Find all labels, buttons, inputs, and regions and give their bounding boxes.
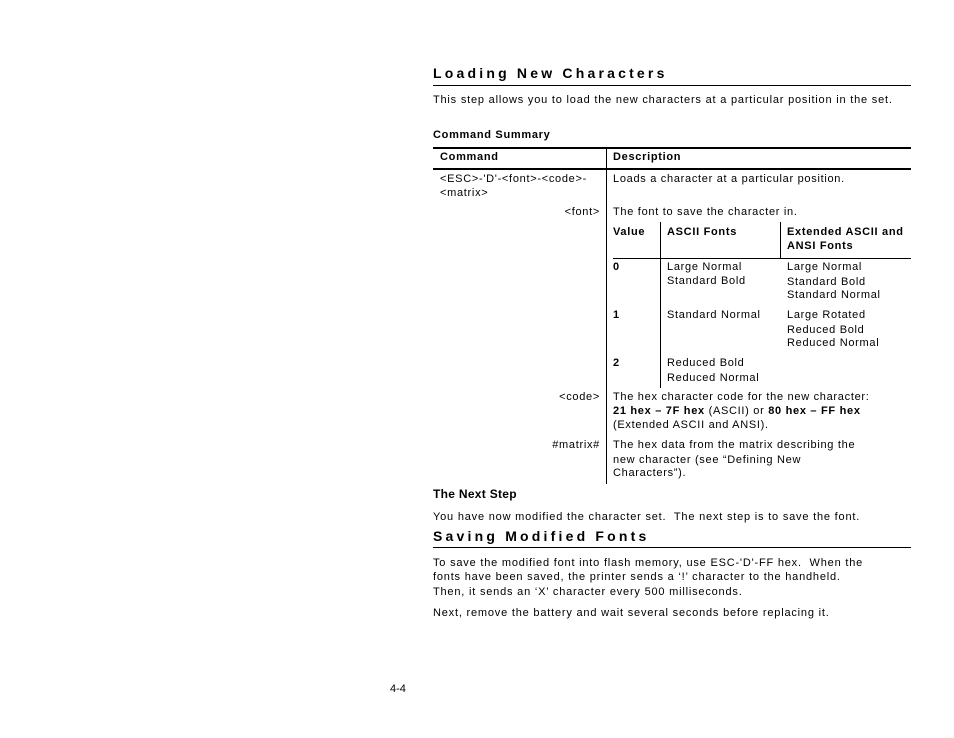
ext-font-1-3: Reduced Normal — [787, 337, 880, 349]
param-matrix: #matrix# — [552, 439, 600, 451]
matrix-description-line3: Characters”). — [613, 467, 687, 479]
command-summary-heading: Command Summary — [433, 129, 551, 141]
table-header-description: Description — [613, 151, 682, 163]
saving-paragraph-line2: fonts have been saved, the printer sends a ‘!’ character to the handheld. — [433, 571, 841, 583]
subtable-header-extended: Extended ASCII and ANSI Fonts — [787, 226, 904, 252]
ascii-font-2-1: Reduced Bold — [667, 357, 745, 369]
saving-text-post: . When the — [797, 557, 864, 569]
subtable-divider-2 — [780, 222, 781, 258]
saving-paragraph-2: Next, remove the battery and wait several seconds before replacing it. — [433, 607, 830, 619]
code-description-line1: The hex character code for the new character: — [613, 391, 870, 403]
code-range-line — [613, 404, 861, 418]
table-header-command: Command — [440, 151, 499, 163]
ext-font-1-1: Large Rotated — [787, 309, 866, 321]
table-top-rule — [433, 147, 911, 149]
subtable-divider-1 — [660, 222, 661, 388]
subtable-value-2: 2 — [613, 357, 620, 369]
saving-paragraph-line1 — [433, 556, 863, 571]
font-description: The font to save the character in. — [613, 206, 798, 218]
intro-paragraph: This step allows you to load the new characters at a particular position in the set. — [433, 94, 893, 106]
command-description: Loads a character at a particular position. — [613, 173, 845, 185]
page-number: 4-4 — [390, 683, 406, 695]
matrix-description-line1: The hex data from the matrix describing the — [613, 439, 856, 451]
ascii-font-1-1: Standard Normal — [667, 309, 761, 321]
code-range-mid: (ASCII) or — [704, 405, 769, 417]
saving-text-pre: To save the modified font into flash memory, use — [433, 557, 711, 569]
section-rule — [433, 85, 911, 86]
ext-font-1-2: Reduced Bold — [787, 324, 865, 336]
ascii-font-0-1: Large Normal — [667, 261, 743, 273]
table-header-rule — [433, 168, 911, 170]
subtable-header-ascii: ASCII Fonts — [667, 226, 738, 238]
table-column-divider — [606, 148, 607, 484]
param-code: <code> — [559, 391, 600, 403]
section-title-loading: Loading New Characters — [433, 65, 668, 81]
code-description-line3: (Extended ASCII and ANSI). — [613, 419, 769, 431]
ext-font-0-1: Large Normal — [787, 261, 863, 273]
next-step-text: You have now modified the character set. The next step is to save the font. — [433, 511, 861, 523]
ext-font-0-3: Standard Normal — [787, 289, 881, 301]
ascii-font-2-2: Reduced Normal — [667, 372, 760, 384]
command-syntax: <ESC>-'D'-<font>-<code>-<matrix> — [440, 173, 587, 199]
ext-font-0-2: Standard Bold — [787, 276, 866, 288]
saving-paragraph-line3: Then, it sends an ‘X’ character every 500 milliseconds. — [433, 586, 743, 598]
subtable-header-rule — [613, 258, 911, 259]
section-title-saving: Saving Modified Fonts — [433, 528, 650, 544]
subtable-value-0: 0 — [613, 261, 620, 273]
param-font: <font> — [564, 206, 600, 218]
saving-command: ESC-'D'-FF hex — [710, 557, 798, 569]
code-range-extended: 80 hex – FF hex — [768, 405, 861, 417]
section-rule-2 — [433, 547, 911, 548]
next-step-heading: The Next Step — [433, 487, 517, 501]
subtable-value-1: 1 — [613, 309, 620, 321]
ascii-font-0-2: Standard Bold — [667, 275, 746, 287]
subtable-header-value: Value — [613, 226, 646, 238]
code-range-ascii: 21 hex – 7F hex — [613, 405, 705, 417]
matrix-description-line2: new character (see “Defining New — [613, 454, 802, 466]
